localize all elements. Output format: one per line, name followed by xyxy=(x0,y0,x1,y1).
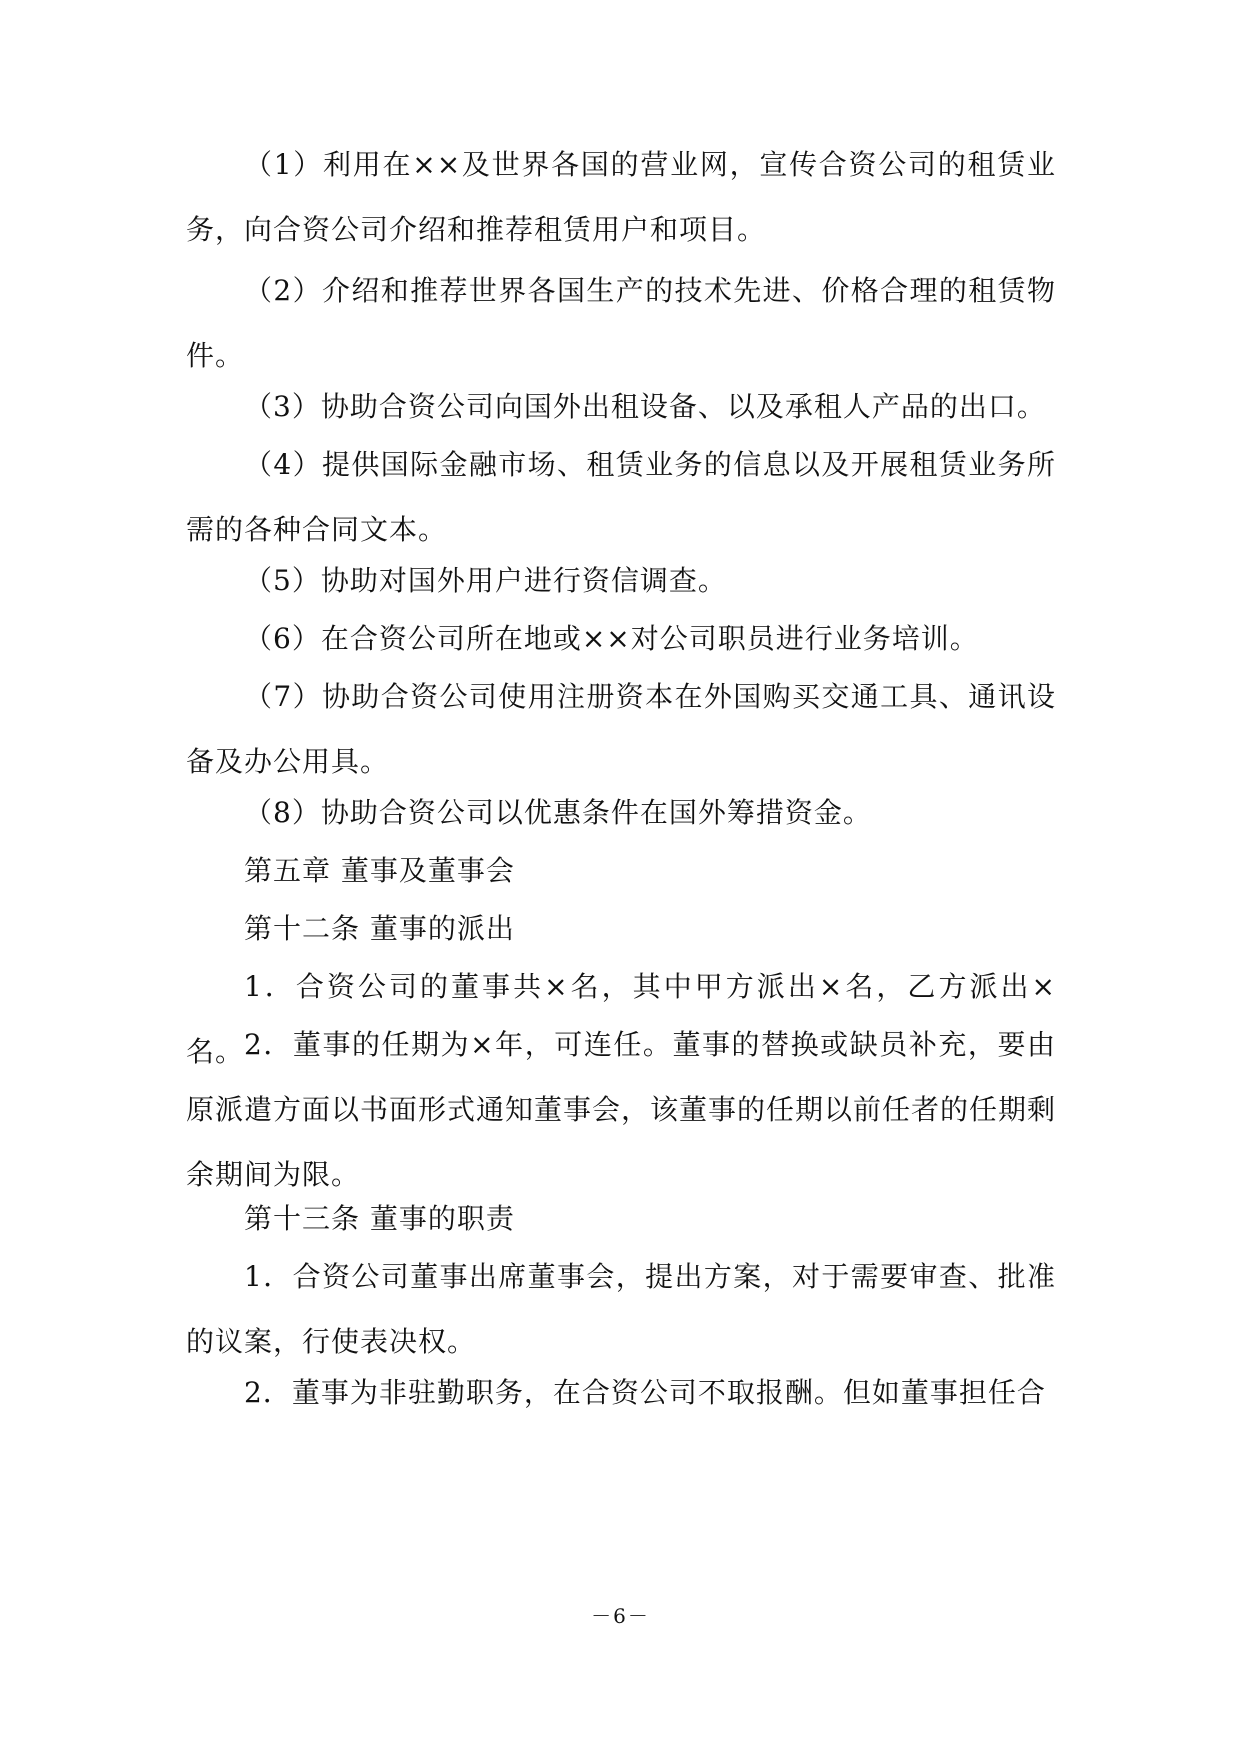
clause-12-1: 1．合资公司的董事共×名，其中甲方派出×名，乙方派出×名。 xyxy=(186,970,1056,1068)
paragraph-item-5: （5）协助对国外用户进行资信调查。 xyxy=(244,564,727,597)
article-heading-12: 第十二条 董事的派出 xyxy=(244,912,515,945)
chapter-heading: 第五章 董事及董事会 xyxy=(244,854,515,887)
paragraph-item-7: （7）协助合资公司使用注册资本在外国购买交通工具、通讯设备及办公用具。 xyxy=(186,680,1056,778)
paragraph-item-8: （8）协助合资公司以优惠条件在国外筹措资金。 xyxy=(244,796,872,829)
page-number: －6－ xyxy=(591,1604,650,1628)
paragraph-item-1: （1）利用在××及世界各国的营业网，宣传合资公司的租赁业务，向合资公司介绍和推荐租赁用户和项目。 xyxy=(186,148,1056,246)
clause-13-2: 2．董事为非驻勤职务，在合资公司不取报酬。但如董事担任合 xyxy=(244,1376,1046,1409)
paragraph-item-4: （4）提供国际金融市场、租赁业务的信息以及开展租赁业务所需的各种合同文本。 xyxy=(186,448,1056,546)
paragraph-item-6: （6）在合资公司所在地或××对公司职员进行业务培训。 xyxy=(244,622,979,655)
clause-12-2: 2．董事的任期为×年，可连任。董事的替换或缺员补充，要由原派遣方面以书面形式通知董事会，该董事的任期以前任者的任期剩余期间为限。 xyxy=(186,1028,1057,1191)
paragraph-item-3: （3）协助合资公司向国外出租设备、以及承租人产品的出口。 xyxy=(244,390,1046,423)
article-heading-13: 第十三条 董事的职责 xyxy=(244,1202,515,1235)
clause-13-1: 1．合资公司董事出席董事会，提出方案，对于需要审查、批准的议案，行使表决权。 xyxy=(186,1260,1056,1358)
paragraph-item-2: （2）介绍和推荐世界各国生产的技术先进、价格合理的租赁物件。 xyxy=(186,274,1056,372)
